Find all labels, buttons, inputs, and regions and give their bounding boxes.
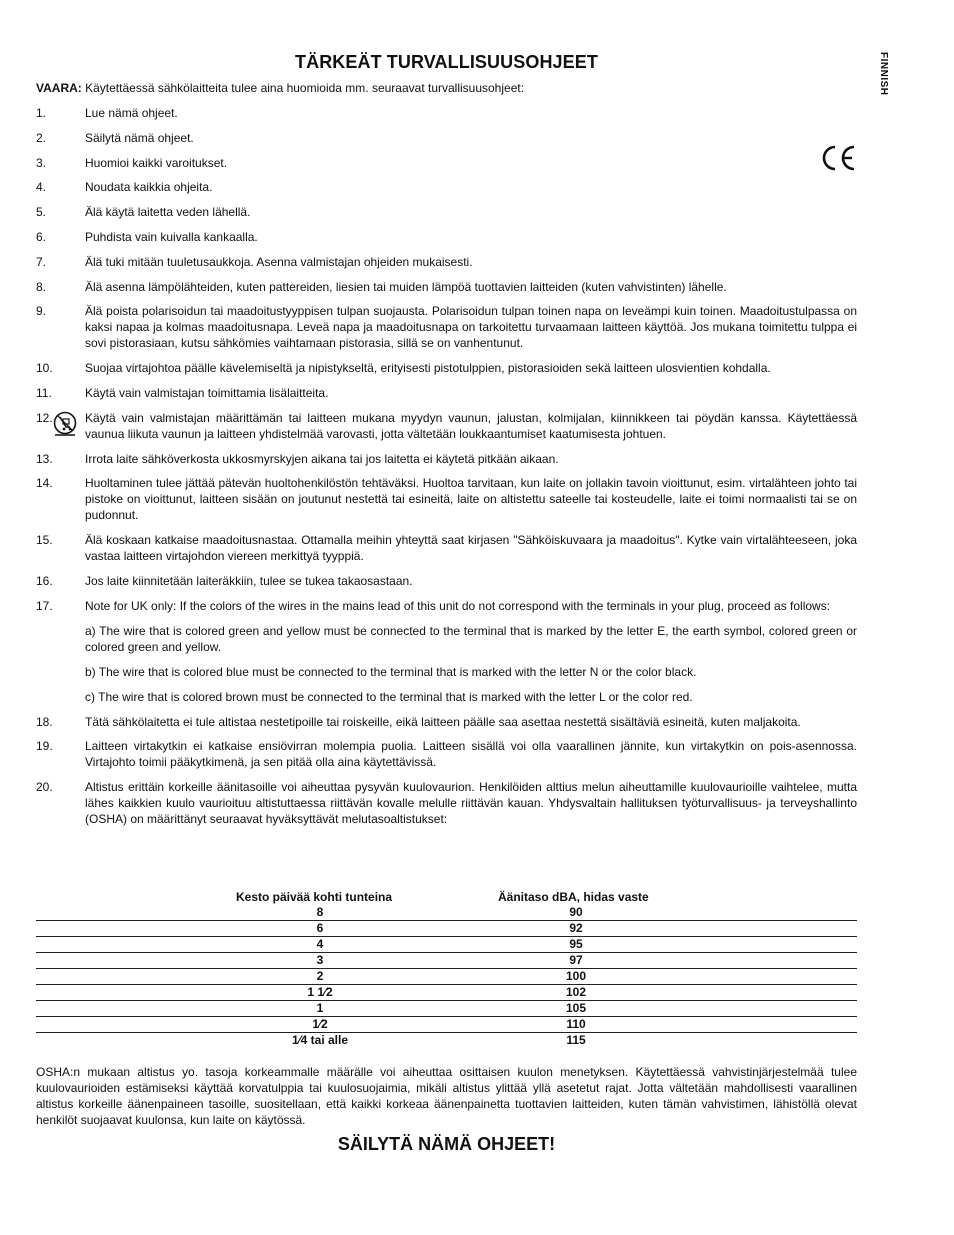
level-cell: 110 xyxy=(566,1017,586,1031)
item-text: Altistus erittäin korkeille äänitasoille voi aiheuttaa pysyvän kuulovaurion. Henkilöiden alttius melun aiheuttamille kuulovaurioille vaihtelee, mutta lähes kaikkien kuulo vaurioituu altistuttaessa riittävän kovalle melulle riittävän kauan. Yhdysvaltain hallituksen työturvallisuus- ja terveyshallinto (OSHA) on määrittänyt seuraavat hyväksyttävät melutasoaltistukset: xyxy=(85,780,857,827)
list-item xyxy=(36,130,857,146)
list-item xyxy=(36,475,857,523)
warning-label: VAARA: xyxy=(36,81,82,95)
sub-item-text: a) The wire that is colored green and yellow must be connected to the terminal that is marked by the letter E, the earth symbol, colored green or colored green and yellow. xyxy=(85,623,857,654)
item-text: Irrota laite sähköverkosta ukkosmyrskyjen aikana tai jos laitetta ei käytetä pitkään aikaan. xyxy=(85,451,559,466)
warning-line xyxy=(36,81,524,96)
list-item xyxy=(36,714,857,730)
item-text: Puhdista vain kuivalla kankaalla. xyxy=(85,229,258,244)
item-text: Käytä vain valmistajan määrittämän tai laitteen mukana myydyn vaunun, jalustan, kolmijalan, kiinnikkeen tai pöydän kanssa. Käytettäessä vaunua liikuta vaunun ja laitteen yhdistelmää varovasti, jotta vältetään loukkaantumiset kaatumisesta johtuen. xyxy=(85,410,857,441)
list-item xyxy=(36,279,857,295)
page-title: TÄRKEÄT TURVALLISUUSOHJEET xyxy=(295,52,598,72)
item-number: 6. xyxy=(36,229,47,244)
item-number: 7. xyxy=(36,254,47,269)
list-item xyxy=(36,598,857,705)
item-text: Tätä sähkölaitetta ei tule altistaa nestetipoille tai roiskeille, eikä laitteen päälle saa asettaa nestettä sisältäviä esineitä, kuten maljakoita. xyxy=(85,714,801,729)
table-row xyxy=(36,1033,857,1048)
list-item xyxy=(36,229,857,245)
item-number: 15. xyxy=(36,533,53,548)
duration-cell: 2 xyxy=(316,969,324,983)
instruction-list xyxy=(36,105,857,836)
item-text: Note for UK only: If the colors of the wires in the mains lead of this unit do not correspond with the terminals in your plug, proceed as follows: xyxy=(85,598,831,613)
level-cell: 115 xyxy=(566,1033,586,1047)
table-row xyxy=(36,937,857,953)
list-item xyxy=(36,179,857,195)
item-text: Älä koskaan katkaise maadoitusnastaa. Ottamalla meihin yhteyttä saat kirjasen "Sähköiskuvaara ja maadoitus". Kytke vain virtalähteeseen, joka vastaa laitteen virtajohdon viereen merkittyä tyyppiä. xyxy=(85,533,857,564)
item-number: 10. xyxy=(36,361,53,376)
item-text: Älä käytä laitetta veden lähellä. xyxy=(85,205,251,220)
list-item xyxy=(36,303,857,351)
item-text: Suojaa virtajohtoa päälle kävelemiseltä ja nipistykseltä, erityisesti pistotulppien, pistorasioiden sekä laitteen ulosvientien kohdalla. xyxy=(85,361,771,376)
item-text: Lue nämä ohjeet. xyxy=(85,106,178,120)
item-number: 9. xyxy=(36,304,47,319)
list-item xyxy=(36,155,857,171)
item-number: 3. xyxy=(36,155,47,170)
item-number: 8. xyxy=(36,279,47,294)
item-number: 14. xyxy=(36,476,53,491)
item-number: 20. xyxy=(36,780,53,795)
duration-cell: 1⁄4 tai alle xyxy=(291,1033,349,1047)
item-number: 16. xyxy=(36,573,53,588)
level-cell: 92 xyxy=(569,921,583,935)
list-item xyxy=(36,410,857,442)
cart-warning-icon xyxy=(53,411,77,437)
item-text: Älä tuki mitään tuuletusaukkoja. Asenna valmistajan ohjeiden mukaisesti. xyxy=(85,254,473,269)
list-item xyxy=(36,360,857,376)
level-cell: 95 xyxy=(569,937,583,951)
level-cell: 97 xyxy=(569,953,583,967)
list-item xyxy=(36,451,857,467)
duration-cell: 1 1⁄2 xyxy=(307,985,333,999)
item-number: 2. xyxy=(36,130,47,145)
level-cell: 105 xyxy=(565,1001,587,1015)
item-text: Laitteen virtakytkin ei katkaise ensiövirran molempia puolia. Laitteen sisällä voi olla vaarallinen jännite, kun virtakytkin on pois-asennossa. Virtajohto toimii pääkytkimenä, ja sen pitää olla aina käytettävissä. xyxy=(85,739,857,770)
duration-cell: 1⁄2 xyxy=(312,1017,328,1031)
list-item xyxy=(36,532,857,564)
item-number: 4. xyxy=(36,180,47,195)
item-number: 5. xyxy=(36,205,47,220)
level-cell: 90 xyxy=(569,905,583,919)
table-header-duration: Kesto päivää kohti tunteina xyxy=(236,890,393,904)
table-header-level: Äänitaso dBA, hidas vaste xyxy=(498,890,649,904)
item-number: 12. xyxy=(36,410,53,425)
language-side-label: FINNISH xyxy=(878,52,889,96)
level-cell: 102 xyxy=(565,985,587,999)
item-text: Käytä vain valmistajan toimittamia lisälaitteita. xyxy=(85,385,329,400)
table-row xyxy=(36,1001,857,1017)
item-text: Säilytä nämä ohjeet. xyxy=(85,130,194,145)
item-number: 11. xyxy=(36,385,52,400)
table-row xyxy=(36,1017,857,1033)
table-row xyxy=(36,969,857,985)
duration-cell: 1 xyxy=(316,1001,324,1015)
table-row xyxy=(36,921,857,937)
list-item xyxy=(36,779,857,827)
table-row xyxy=(36,985,857,1001)
item-number: 19. xyxy=(36,739,53,754)
noise-exposure-table xyxy=(36,905,857,1048)
duration-cell: 8 xyxy=(316,905,324,919)
item-number: 18. xyxy=(36,714,53,729)
level-cell: 100 xyxy=(565,969,587,983)
duration-cell: 6 xyxy=(316,921,324,935)
item-number: 1. xyxy=(36,106,47,120)
sub-item-text: c) The wire that is colored brown must be connected to the terminal that is marked with the letter L or the color red. xyxy=(85,689,693,704)
item-text: Huomioi kaikki varoitukset. xyxy=(85,155,228,170)
warning-text: Käytettäessä sähkölaitteita tulee aina huomioida mm. seuraavat turvallisuusohjeet: xyxy=(85,81,525,95)
closing-heading: SÄILYTÄ NÄMÄ OHJEET! xyxy=(337,1134,556,1154)
list-item xyxy=(36,573,857,589)
sub-item-text: b) The wire that is colored blue must be connected to the terminal that is marked with the letter N or the color black. xyxy=(85,664,697,679)
table-row xyxy=(36,905,857,921)
item-text: Huoltaminen tulee jättää pätevän huoltohenkilöstön tehtäväksi. Huoltoa tarvitaan, kun laite on jollakin tavoin vioittunut, esim. virtalähteen johto tai pistoke on vioittunut, laitteen sisään on joutunut nestettä tai esineitä, laite on altistettu sateelle tai kosteudelle, laite ei toimi normaalisti tai se on pudonnut. xyxy=(85,476,857,523)
duration-cell: 3 xyxy=(316,953,324,967)
list-item xyxy=(36,254,857,270)
item-text: Älä asenna lämpölähteiden, kuten pattereiden, liesien tai muiden lämpöä tuottavien laitteiden (kuten vahvistinten) lähelle. xyxy=(85,279,727,294)
item-text: Jos laite kiinnitetään laiteräkkiin, tulee se tukea takaosastaan. xyxy=(85,573,413,588)
item-text: Noudata kaikkia ohjeita. xyxy=(85,180,213,195)
list-item xyxy=(36,738,857,770)
item-text: Älä poista polarisoidun tai maadoitustyyppisen tulpan suojausta. Polarisoidun tulpan toinen napa on leveämpi kuin toinen. Maadoitustulpassa on kaksi napaa ja kolmas maadoitusnapa. Leveä napa ja maadoitusnapa on tarkoitettu turvaamaan laitteen käyttöä. Jos mukana toimitettu tulppa ei sovi pistorasiaan, kutsu sähkömies vaihtamaan pistorasia, sillä se on vanhentunut. xyxy=(85,304,857,351)
osha-paragraph: OSHA:n mukaan altistus yo. tasoja korkeammalle määrälle voi aiheuttaa osittaisen kuulon menetyksen. Käytettäessä vahvistinjärjestelmää tulee kuulovaurioiden estämiseksi käyttää korvatulppia tai kuulosuojaimia, mikäli altistus ylittää yllä asetetut rajat. Jotta vältetään mahdollisesti vaarallinen altistus korkeille äänenpaineen tasoille, suositellaan, että kaikki korkeaa äänenpainetta tuottavien laitteiden, kuten tämän vahvistimen, lähistöllä olevat henkilöt suojaavat kuulonsa, kun laite on käytössä. xyxy=(36,1065,857,1127)
list-item xyxy=(36,385,857,401)
item-number: 17. xyxy=(36,598,53,613)
table-row xyxy=(36,953,857,969)
list-item xyxy=(36,105,857,121)
list-item xyxy=(36,204,857,220)
item-number: 13. xyxy=(36,451,53,466)
duration-cell: 4 xyxy=(316,937,324,951)
